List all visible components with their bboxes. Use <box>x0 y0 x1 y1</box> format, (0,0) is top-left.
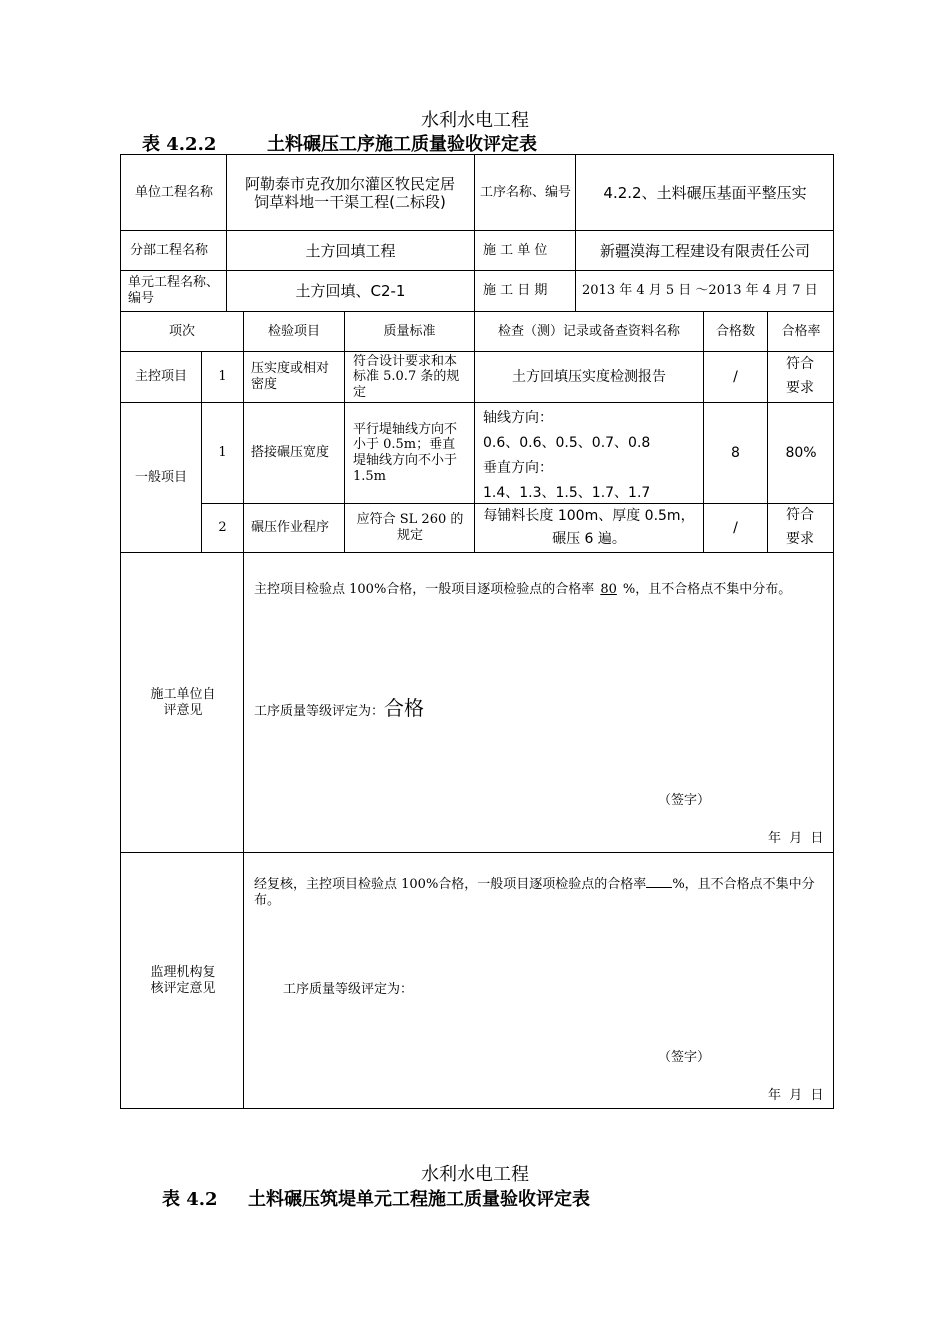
general-2-standard: 应符合 SL 260 的规定 <box>356 512 464 543</box>
table-title: 土料碾压工序施工质量验收评定表 <box>267 134 537 155</box>
self-eval-rate: 80 <box>600 582 617 597</box>
supervisor-eval-date: 年 月 日 <box>768 1088 824 1103</box>
self-eval-label: 施工单位自评意见 <box>150 686 216 718</box>
general-2-pass-rate: 符合要求 <box>786 507 814 547</box>
supervisor-eval-label: 监理机构复核评定意见 <box>150 965 216 996</box>
contractor-label: 施 工 单 位 <box>483 242 548 258</box>
supervisor-eval-text-after: %，且不合格点不集中分布。 <box>254 877 815 909</box>
division-value: 土方回填工程 <box>305 241 396 260</box>
supervisor-eval-text-before: 经复核，主控项目检验点 100%合格，一般项目逐项检验点的合格率 <box>254 877 647 892</box>
self-eval-grade-label: 工序质量等级评定为： <box>254 704 385 719</box>
record-line: 0.6、0.6、0.5、0.7、0.8 <box>483 435 651 451</box>
self-eval-sign: （签字） <box>658 793 711 808</box>
col-record: 检查（测）记录或备查资料名称 <box>497 323 680 339</box>
general-1-standard: 平行堤轴线方向不小于 0.5m；垂直堤轴线方向不小于 1.5m <box>353 421 458 484</box>
self-eval-grade: 合格 <box>384 696 425 720</box>
page-header-2: 水利水电工程 <box>421 1164 529 1185</box>
process-value: 4.2.2、土料碾压基面平整压实 <box>603 184 807 202</box>
self-eval-grade-row <box>254 692 424 721</box>
unit-project-value: 阿勒泰市克孜加尔灌区牧民定居饲草料地一干渠工程(二标段) <box>244 175 455 211</box>
record-line: 垂直方向： <box>483 460 553 476</box>
element-label: 单元工程名称、编号 <box>128 275 220 306</box>
self-eval-date: 年 月 日 <box>768 831 824 846</box>
date-label: 施 工 日 期 <box>483 283 548 299</box>
table-number-2: 表 4.2 <box>162 1189 218 1210</box>
date-value: 2013 年 4 月 5 日 ～2013 年 4 月 7 日 <box>582 283 818 299</box>
process-label: 工序名称、编号 <box>480 185 572 201</box>
general-1-pass-rate: 80% <box>785 444 817 461</box>
main-control-label: 主控项目 <box>134 369 187 385</box>
general-1-qualified-count: 8 <box>731 444 740 461</box>
col-standard: 质量标准 <box>383 323 436 339</box>
general-2-qualified-count: / <box>733 519 738 536</box>
general-2-record: 每铺料长度 100m、厚度 0.5m，碾压 6 遍。 <box>483 507 695 547</box>
main-control-record: 土方回填压实度检测报告 <box>512 368 666 385</box>
element-value: 土方回填、C2-1 <box>295 282 406 300</box>
general-1-check-item: 搭接碾压宽度 <box>251 445 330 461</box>
table-number: 表 4.2.2 <box>142 134 217 155</box>
main-control-no: 1 <box>218 369 227 385</box>
col-item: 项次 <box>168 323 195 339</box>
general-label: 一般项目 <box>134 469 187 485</box>
division-label: 分部工程名称 <box>130 242 209 258</box>
supervisor-eval-sign: （签字） <box>658 1050 711 1065</box>
col-qualified-count: 合格数 <box>715 323 755 339</box>
supervisor-eval-rate-blank <box>646 877 672 888</box>
main-control-pass-rate: 符合要求 <box>786 356 814 396</box>
col-pass-rate: 合格率 <box>781 323 821 339</box>
table-title-2: 土料碾压筑堤单元工程施工质量验收评定表 <box>248 1189 590 1210</box>
supervisor-eval-grade-label: 工序质量等级评定为： <box>283 982 414 997</box>
self-eval-text-before: 主控项目检验点 100%合格，一般项目逐项检验点的合格率 <box>254 582 595 597</box>
main-control-qualified-count: / <box>733 368 738 385</box>
contractor-value: 新疆漠海工程建设有限责任公司 <box>599 241 810 260</box>
self-eval-statement <box>254 578 830 597</box>
main-control-check-item: 压实度或相对密度 <box>251 361 330 392</box>
general-1-no: 1 <box>218 445 227 461</box>
record-line: 1.4、1.3、1.5、1.7、1.7 <box>483 485 651 501</box>
self-eval-text-after: %，且不合格点不集中分布。 <box>622 582 792 597</box>
general-1-record <box>483 406 698 506</box>
supervisor-eval-statement <box>254 877 830 910</box>
unit-project-label: 单位工程名称 <box>134 185 213 201</box>
general-2-check-item: 碾压作业程序 <box>251 520 330 536</box>
page-header: 水利水电工程 <box>421 110 529 131</box>
main-control-standard: 符合设计要求和本标准 5.0.7 条的规定 <box>353 353 460 400</box>
record-line: 轴线方向： <box>483 410 553 426</box>
general-2-no: 2 <box>218 520 227 536</box>
col-check-item: 检验项目 <box>267 323 320 339</box>
